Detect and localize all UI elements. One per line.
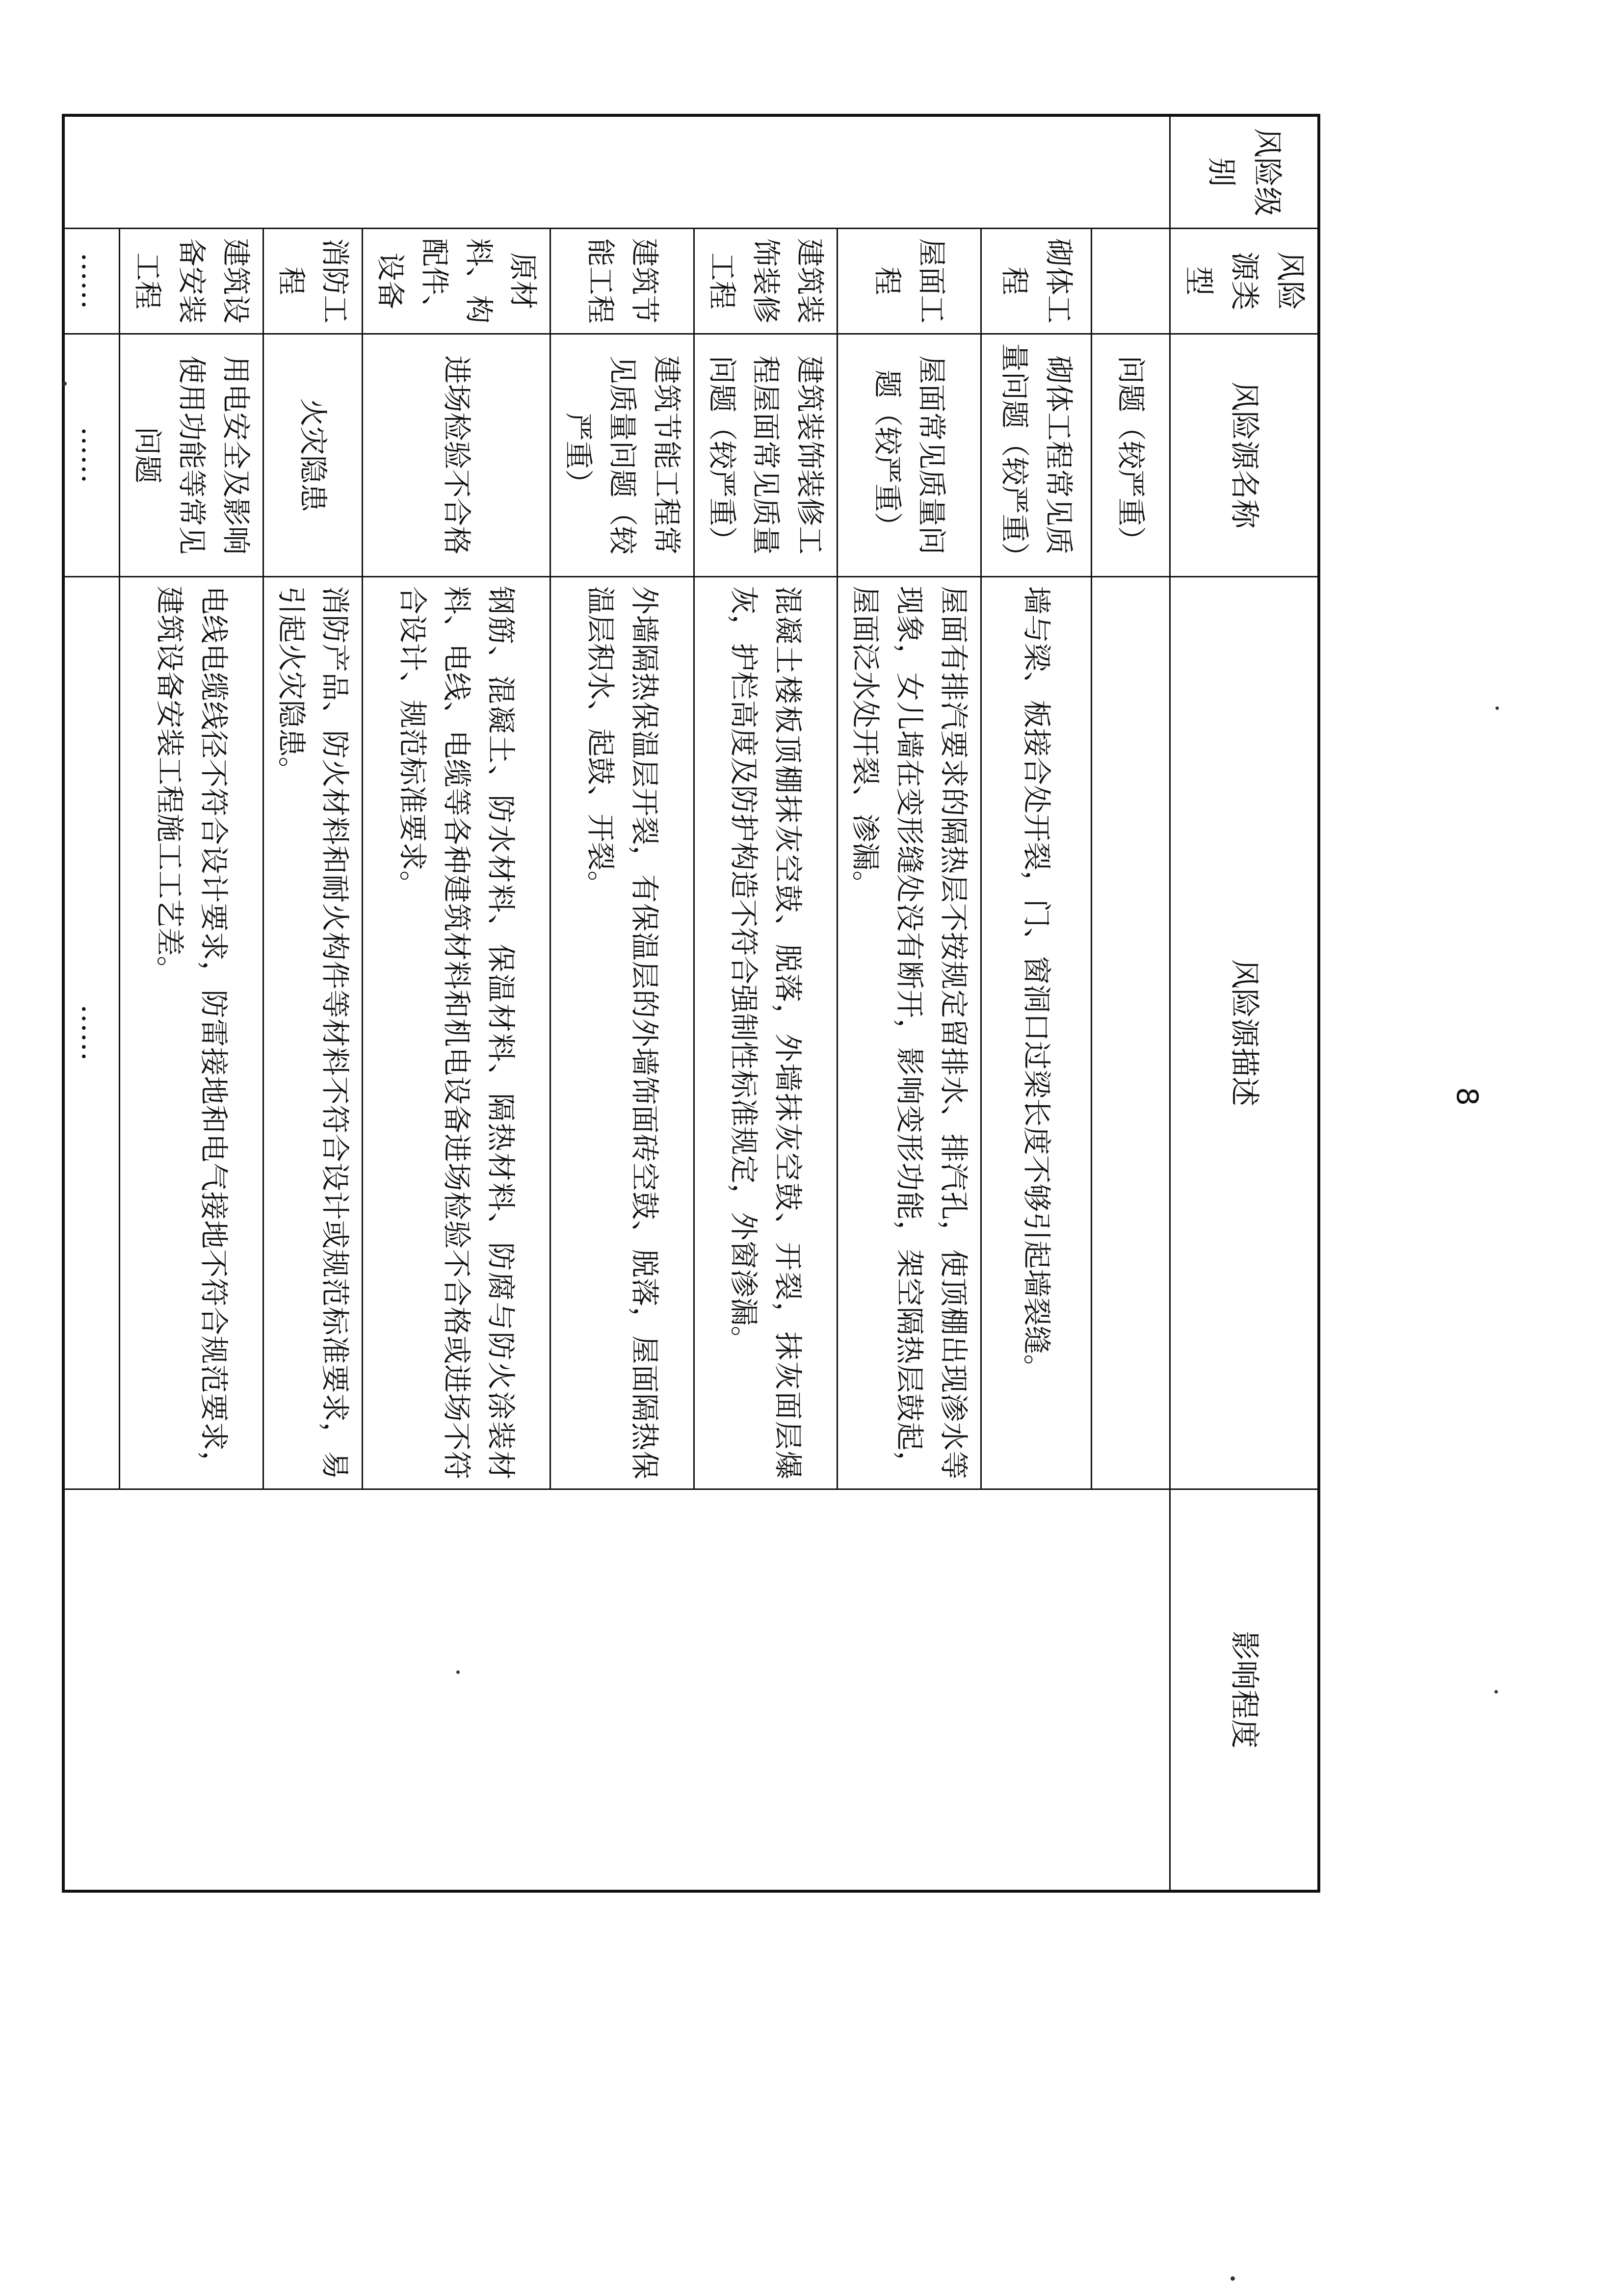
risk-type-cell: 原材料、构配件、设备 xyxy=(363,228,550,334)
risk-name-cell: 屋面常见质量问题（较严重） xyxy=(838,334,981,576)
table-header-row xyxy=(1170,115,1319,1891)
header-risk-description: 风险源描述 xyxy=(1170,576,1319,1489)
risk-name-cell: 火灾隐患 xyxy=(263,334,363,576)
impact-cell xyxy=(63,1489,1170,1891)
risk-type-cell: 砌体工程 xyxy=(981,228,1092,334)
page-number: 8 xyxy=(1450,1087,1484,1106)
risk-type-cell: …… xyxy=(63,228,119,334)
risk-type-cell: 建筑装饰装修工程 xyxy=(694,228,838,334)
risk-name-cell: 用电安全及影响使用功能等常见问题 xyxy=(119,334,263,576)
scan-speck xyxy=(1494,1690,1498,1694)
header-risk-type: 风险源类型 xyxy=(1170,228,1319,334)
risk-name-cell: 砌体工程常见质量问题（较严重） xyxy=(981,334,1092,576)
risk-description-cell: 屋面有排汽要求的隔热层不按规定留排水、排汽孔，使顶棚出现渗水等现象，女儿墙在变形缝处没有断开，影响变形功能，架空隔热层鼓起，屋面泛水处开裂、渗漏。 xyxy=(838,576,981,1489)
risk-description-cell: …… xyxy=(63,576,119,1489)
risk-name-cell: 建筑装饰装修工程屋面常见质量问题（较严重） xyxy=(694,334,838,576)
risk-type-cell: 建筑节能工程 xyxy=(550,228,694,334)
risk-source-table xyxy=(62,114,1320,1893)
risk-description-cell: 消防产品、防火材料和耐火构件等材料不符合设计或规范标准要求，易引起火灾隐患。 xyxy=(263,576,363,1489)
risk-name-cell: 建筑节能工程常见质量问题（较严重） xyxy=(550,334,694,576)
risk-type-cell: 屋面工程 xyxy=(838,228,981,334)
header-risk-name: 风险源名称 xyxy=(1170,334,1319,576)
risk-description-cell: 墙与梁、板接合处开裂，门、窗洞口过梁长度不够引起墙裂缝。 xyxy=(981,576,1092,1489)
header-impact: 影响程度 xyxy=(1170,1489,1319,1891)
risk-description-cell: 混凝土楼板顶棚抹灰空鼓、脱落，外墙抹灰空鼓、开裂，抹灰面层爆灰，护栏高度及防护构造不符合强制性标准规定，外窗渗漏。 xyxy=(694,576,838,1489)
scan-speck xyxy=(63,382,67,386)
risk-description-cell: 电线电缆线径不符合设计要求，防雷接地和电气接地不符合规范要求，建筑设备安装工程施工工艺差。 xyxy=(119,576,263,1489)
risk-name-cell: 问题（较严重） xyxy=(1092,334,1170,576)
header-risk-level: 风险级别 xyxy=(1170,115,1319,228)
risk-description-cell xyxy=(1092,576,1170,1489)
risk-level-cell xyxy=(63,115,1170,228)
scan-speck xyxy=(456,1670,460,1674)
risk-name-cell: 进场检验不合格 xyxy=(363,334,550,576)
risk-type-cell: 消防工程 xyxy=(263,228,363,334)
scan-speck xyxy=(1495,706,1499,710)
rotated-table-container xyxy=(75,114,1320,1890)
risk-description-cell: 外墙隔热保温层开裂，有保温层的外墙饰面砖空鼓、脱落，屋面隔热保温层积水、起鼓、开裂。 xyxy=(550,576,694,1489)
risk-type-cell xyxy=(1092,228,1170,334)
scan-speck xyxy=(1231,2276,1235,2281)
risk-description-cell: 钢筋、混凝土、防水材料、保温材料、隔热材料、防腐与防火涂装材料、电线、电缆等各种建筑材料和机电设备进场检验不合格或进场不符合设计、规范标准要求。 xyxy=(363,576,550,1489)
table-row xyxy=(1092,115,1170,1891)
risk-name-cell: …… xyxy=(63,334,119,576)
risk-type-cell: 建筑设备安装工程 xyxy=(119,228,263,334)
